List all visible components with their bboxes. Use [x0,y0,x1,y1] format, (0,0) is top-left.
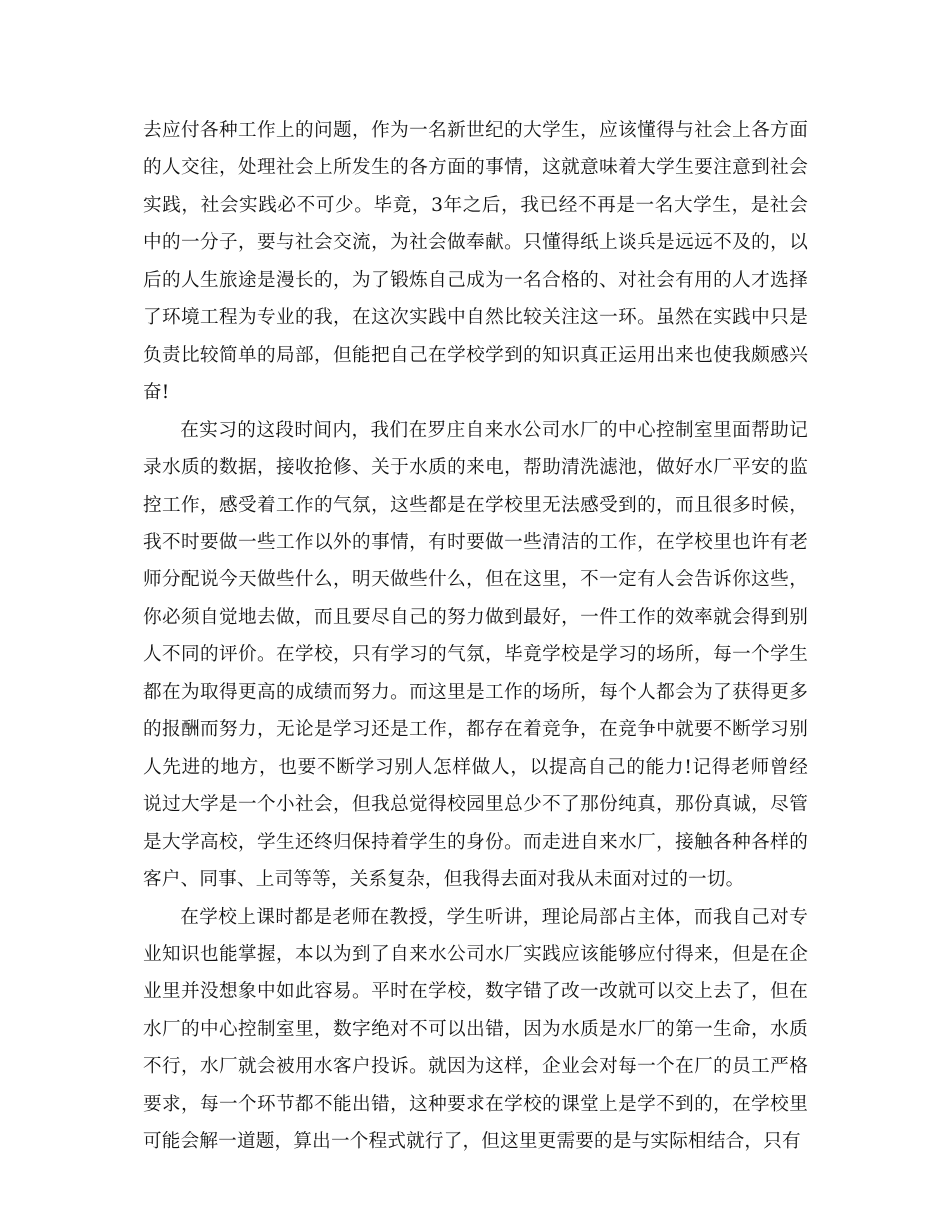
paragraph-2: 在实习的这段时间内，我们在罗庄自来水公司水厂的中心控制室里面帮助记录水质的数据，接收抢修、关于水质的来电，帮助清洗滤池，做好水厂平安的监控工作，感受着工作的气氛，这些都是在学校里无法感受到的，而且很多时候，我不时要做一些工作以外的事情，有时要做一些清洁的工作，在学校里也许有老师分配说今天做些什么，明天做些什么，但在这里，不一定有人会告诉你这些，你必须自觉地去做，而且要尽自己的努力做到最好，一件工作的效率就会得到别人不同的评价。在学校，只有学习的气氛，毕竟学校是学习的场所，每一个学生都在为取得更高的成绩而努力。而这里是工作的场所，每个人都会为了获得更多的报酬而努力，无论是学习还是工作，都存在着竞争，在竞争中就要不断学习别人先进的地方，也要不断学习别人怎样做人，以提高自己的能力!记得老师曾经说过大学是一个小社会，但我总觉得校园里总少不了那份纯真，那份真诚，尽管是大学高校，学生还终归保持着学生的身份。而走进自来水厂，接触各种各样的客户、同事、上司等等，关系复杂，但我得去面对我从未面对过的一切。 [143,419,808,891]
paragraph-1: 去应付各种工作上的问题，作为一名新世纪的大学生，应该懂得与社会上各方面的人交往，处理社会上所发生的各方面的事情，这就意味着大学生要注意到社会实践，社会实践必不可少。毕竟，3年之后，我已经不再是一名大学生，是社会中的一分子，要与社会交流，为社会做奉献。只懂得纸上谈兵是远远不及的，以后的人生旅途是漫长的，为了锻炼自己成为一名合格的、对社会有用的人才选择了环境工程为专业的我，在这次实践中自然比较关注这一环。虽然在实践中只是负责比较简单的局部，但能把自己在学校学到的知识真正运用出来也使我颇感兴奋! [143,120,808,404]
body-text [143,112,808,1161]
paragraph-3: 在学校上课时都是老师在教授，学生听讲，理论局部占主体，而我自己对专业知识也能掌握，本以为到了自来水公司水厂实践应该能够应付得来，但是在企业里并没想象中如此容易。平时在学校，数字错了改一改就可以交上去了，但在水厂的中心控制室里，数字绝对不可以出错，因为水质是水厂的第一生命，水质不行，水厂就会被用水客户投诉。就因为这样，企业会对每一个在厂的员工严格要求，每一个环节都不能出错，这种要求在学校的课堂上是学不到的，在学校里可能会解一道题，算出一个程式就行了，但这里更需要的是与实际相结合，只有 [143,906,808,1153]
